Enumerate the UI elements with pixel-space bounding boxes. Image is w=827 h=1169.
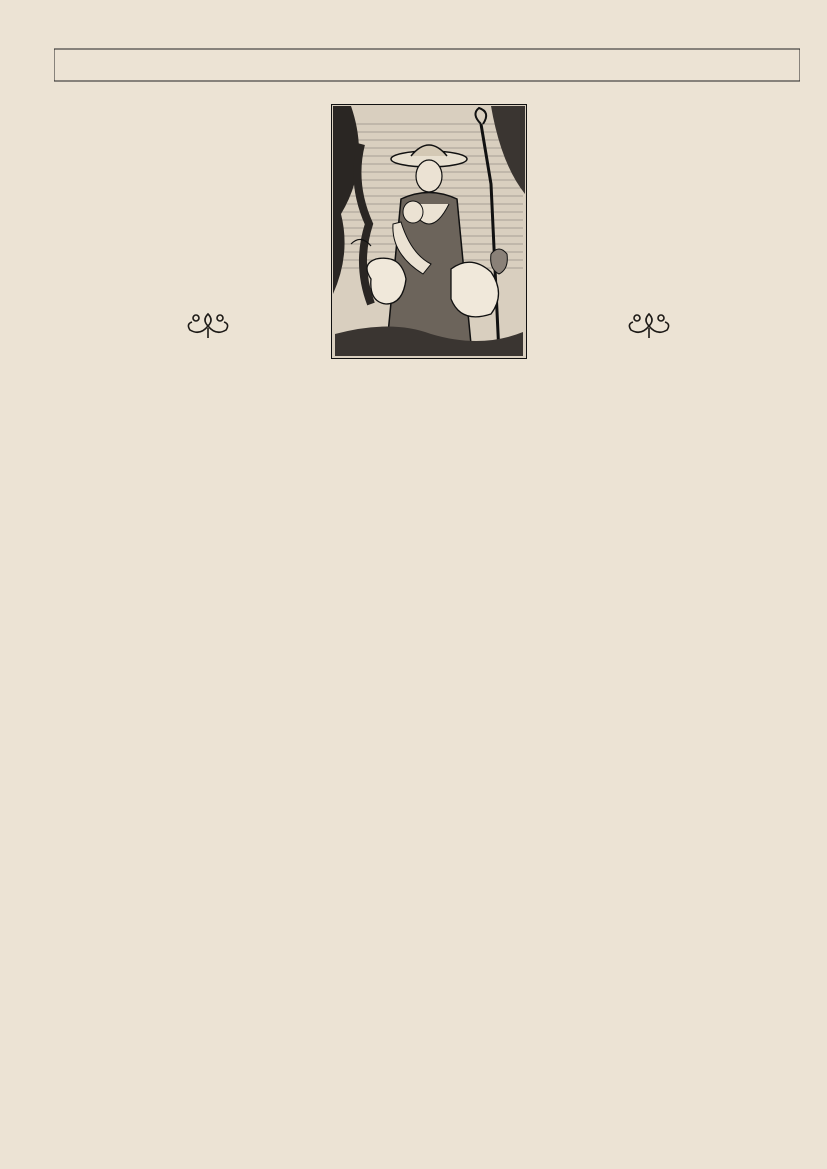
top-floral-border [54, 48, 800, 82]
left-flourish-ornament [184, 310, 232, 342]
divine-shepherdess-engraving [331, 104, 527, 359]
right-floral-border [756, 80, 800, 1160]
column-separator-1 [311, 392, 321, 1032]
column-separator-2 [523, 392, 533, 1032]
left-floral-border [54, 80, 98, 1160]
right-flourish-ornament [625, 310, 673, 342]
bottom-floral-border [54, 1150, 800, 1169]
